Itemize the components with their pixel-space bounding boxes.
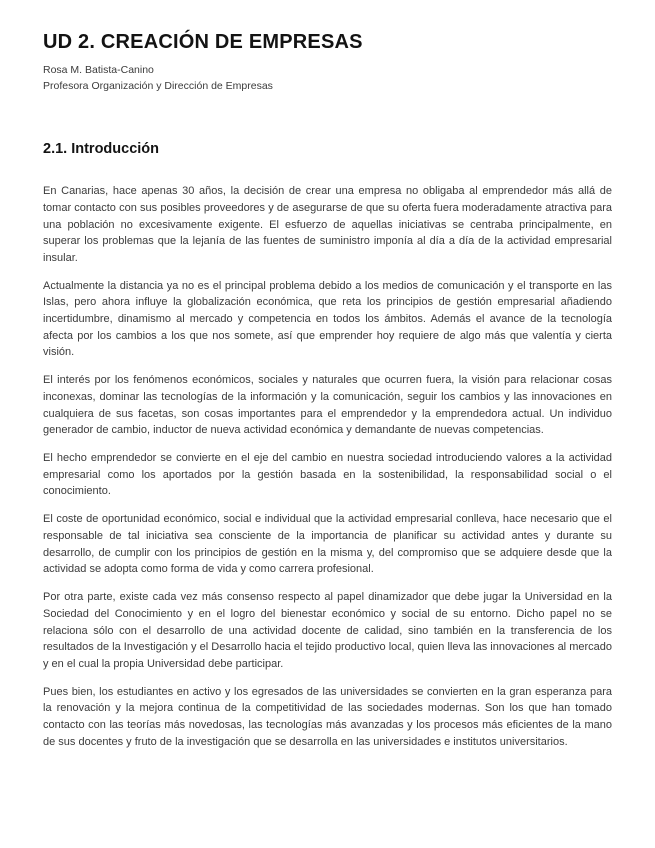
paragraph-5: El coste de oportunidad económico, social e individual que la actividad empresarial conlleva, hace necesario que el responsable de tal iniciativa sea consciente de la importancia de planificar su actividad antes y durante su desarrollo, de cumplir con los principios de gestión en la misma y, del compromiso que se adquiere desde que la actividad se adopta como forma de vida y como carrera profesional. xyxy=(43,513,612,576)
author-role: Profesora Organización y Dirección de Empresas xyxy=(43,79,273,92)
paragraph-7: Pues bien, los estudiantes en activo y los egresados de las universidades se convierten en la gran esperanza para la renovación y la mejora continua de la competitividad de las sociedades modernas. Son los que han tomado contacto con las teorías más novedosas, las tecnologías más avanzadas y los procesos más eficientes de la mano de sus docentes y fruto de la investigación que se desarrolla en las universidades e institutos universitarios. xyxy=(43,685,612,748)
section-heading: 2.1. Introducción xyxy=(43,141,160,157)
author-name: Rosa M. Batista-Canino xyxy=(43,64,154,76)
paragraph-6: Por otra parte, existe cada vez más consenso respecto al papel dinamizador que debe jugar la Universidad en la Sociedad del Conocimiento y en el logro del bienestar económico y social de su entorno. Dicho papel no se relaciona sólo con el desarrollo de una actividad docente de calidad, sino también en la transferencia de los resultados de la Investigación y el Desarrollo hacia el tejido productivo local, quien lleva las innovaciones al mercado y en el cual la propia Universidad debe participar. xyxy=(43,591,612,670)
paragraph-4: El hecho emprendedor se convierte en el eje del cambio en nuestra sociedad introduciendo valores a la actividad empresarial como los aportados por la gestión basada en la sostenibilidad, la responsabilidad social o el conocimiento. xyxy=(43,452,612,498)
paragraph-3: El interés por los fenómenos económicos, sociales y naturales que ocurren fuera, la visión para relacionar cosas inconexas, dominar las tecnologías de la información y la comunicación, seguir los cambios y las innovaciones en cualquiera de sus facetas, son cosas importantes para el emprendedor y la emprendedora actual. Un individuo generador de cambio, inductor de nueva actividad económica y demandante de nuevas competencias. xyxy=(43,374,612,437)
paragraph-1: En Canarias, hace apenas 30 años, la decisión de crear una empresa no obligaba al emprendedor más allá de tomar contacto con sus posibles proveedores y de asegurarse de que su oferta fuera moderadamente atractiva para una población no excesivamente exigente. El esfuerzo de aquellas iniciativas se centraba principalmente, en superar los problemas que la lejanía de las fuentes de suministro imponía al día a día de la actividad empresarial insular. xyxy=(43,185,612,264)
paragraph-2: Actualmente la distancia ya no es el principal problema debido a los medios de comunicación y el transporte en las Islas, pero ahora influye la globalización económica, que reta los principios de gestión empresarial añadiendo incertidumbre, dinamismo al mercado y competencia en todos los ámbitos. Además el avance de la tecnología afecta por los cambios a los que nos somete, así que emprender hoy requiere de algo más que valentía y cierta visión. xyxy=(43,279,612,359)
document-title: UD 2. CREACIÓN DE EMPRESAS xyxy=(43,31,363,53)
